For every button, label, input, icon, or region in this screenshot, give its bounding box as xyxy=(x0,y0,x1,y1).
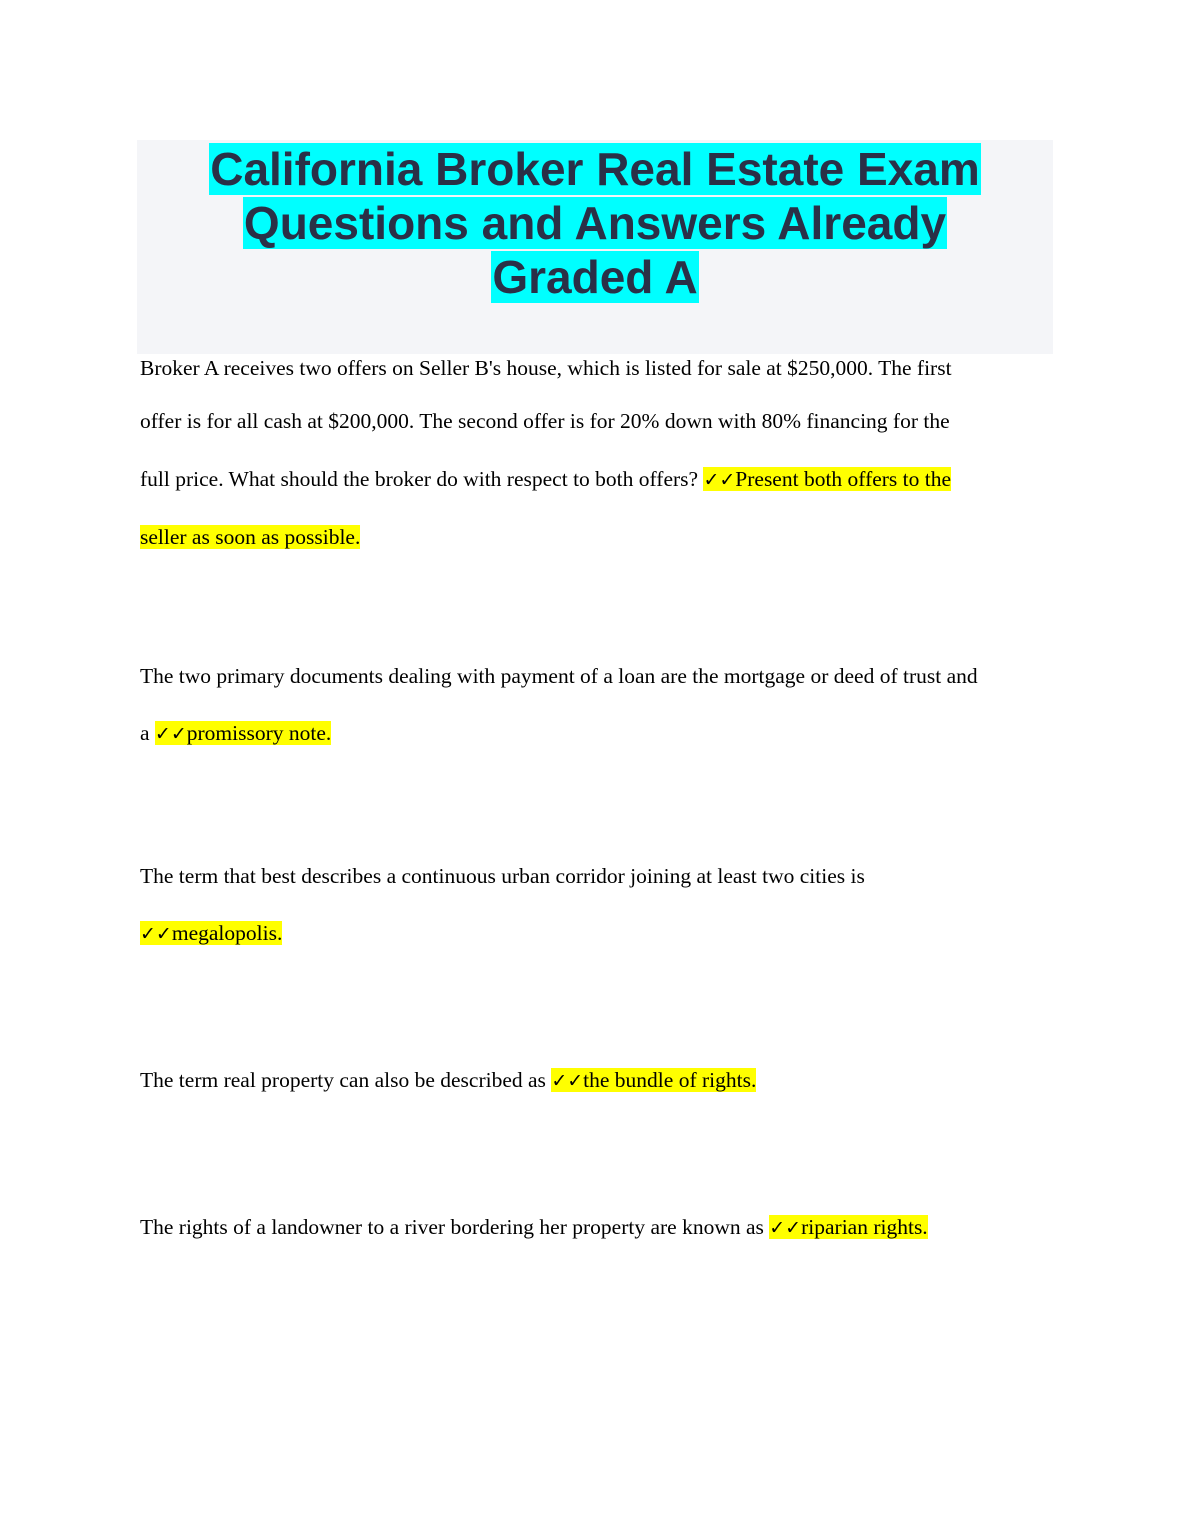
document-title xyxy=(137,140,1053,304)
answer-1-text: Present both offers to the xyxy=(735,467,952,491)
question-3 xyxy=(140,862,1055,962)
question-4 xyxy=(140,1066,1055,1106)
title-line-3: Graded A xyxy=(492,251,698,303)
question-1-line-3 xyxy=(140,467,951,492)
answer-1-part-2: seller as soon as possible. xyxy=(140,525,361,549)
answer-3 xyxy=(140,921,282,945)
check-mark-icon: ✓✓ xyxy=(703,469,736,491)
title-line-1: California Broker Real Estate Exam xyxy=(210,143,980,195)
question-3-line-1: The term that best describes a continuous urban corridor joining at least two cities is xyxy=(140,864,865,888)
check-mark-icon: ✓✓ xyxy=(140,923,172,945)
question-2-line-2 xyxy=(140,721,331,746)
question-1 xyxy=(140,354,1055,564)
answer-2 xyxy=(155,721,331,745)
question-1-line-4 xyxy=(140,525,360,550)
answer-2-text: promissory note. xyxy=(186,721,332,745)
check-mark-icon: ✓✓ xyxy=(769,1217,802,1239)
answer-5-text: riparian rights. xyxy=(801,1215,928,1239)
question-2-line-1: The two primary documents dealing with payment of a loan are the mortgage or deed of trust and xyxy=(140,664,978,688)
question-5 xyxy=(140,1213,1055,1253)
question-4-line-1 xyxy=(140,1068,756,1093)
answer-4-text: the bundle of rights. xyxy=(583,1068,757,1092)
question-1-line-2: offer is for all cash at $200,000. The second offer is for 20% down with 80% financing for the xyxy=(140,409,950,433)
question-1-line-1: Broker A receives two offers on Seller B's house, which is listed for sale at $250,000. The first xyxy=(140,356,952,380)
check-mark-icon: ✓✓ xyxy=(551,1070,584,1092)
question-2-text: a xyxy=(140,721,155,745)
question-5-line-1 xyxy=(140,1215,928,1240)
question-3-line-2 xyxy=(140,921,282,946)
answer-5 xyxy=(769,1215,927,1239)
question-4-text: The term real property can also be described as xyxy=(140,1068,552,1092)
answer-3-text: megalopolis. xyxy=(171,921,283,945)
title-line-2: Questions and Answers Already xyxy=(243,197,947,249)
title-block xyxy=(137,140,1053,354)
answer-4 xyxy=(551,1068,756,1092)
question-2 xyxy=(140,662,1055,762)
question-5-text: The rights of a landowner to a river bordering her property are known as xyxy=(140,1215,770,1239)
check-mark-icon: ✓✓ xyxy=(154,723,187,745)
answer-1-part-1 xyxy=(703,467,951,491)
question-1-text: full price. What should the broker do with respect to both offers? xyxy=(140,467,704,491)
